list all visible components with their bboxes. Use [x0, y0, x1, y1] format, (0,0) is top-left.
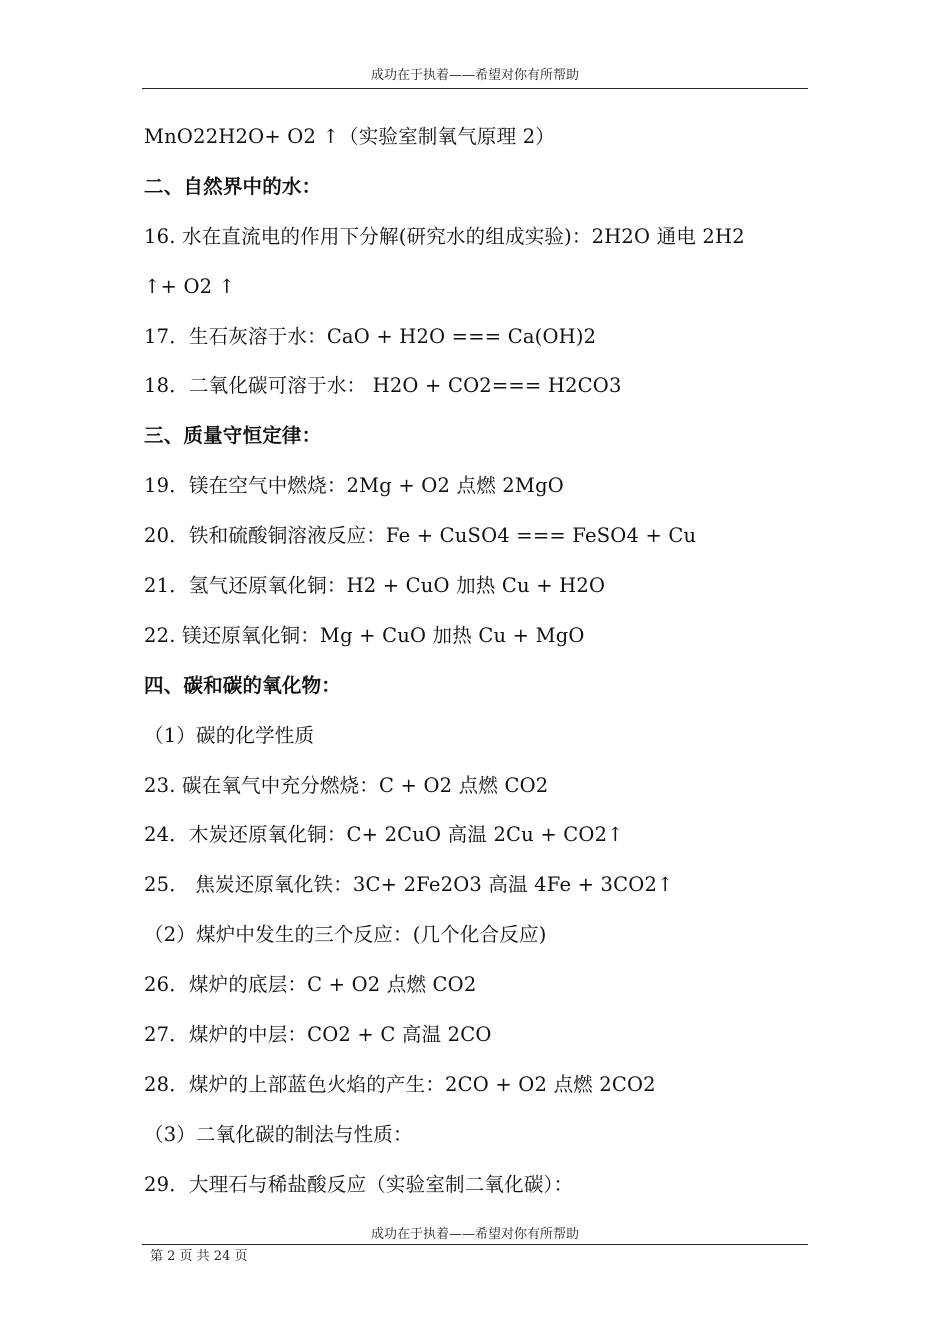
- text-line: 29．大理石与稀盐酸反应（实验室制二氧化碳）：: [144, 1172, 574, 1196]
- text-line: 26．煤炉的底层：C + O2 点燃 CO2: [144, 973, 477, 997]
- subsection-heading: （3）二氧化碳的制法与性质：: [144, 1122, 413, 1146]
- text-line: 24．木炭还原氧化铜：C+ 2CuO 高温 2Cu + CO2↑: [144, 823, 624, 847]
- text-line: 27．煤炉的中层：CO2 + C 高温 2CO: [144, 1023, 492, 1047]
- page-header: 成功在于执着——希望对你有所帮助: [142, 66, 808, 89]
- text-line: 16. 水在直流电的作用下分解(研究水的组成实验)：2H2O 通电 2H2: [144, 224, 745, 248]
- text-line: 18．二氧化碳可溶于水： H2O + CO2=== H2CO3: [144, 374, 622, 398]
- section-heading: 四、碳和碳的氧化物：: [144, 673, 342, 697]
- text-line: 28．煤炉的上部蓝色火焰的产生：2CO + O2 点燃 2CO2: [144, 1072, 656, 1096]
- page-number: 第 2 页 共 24 页: [150, 1249, 248, 1264]
- text-line: 21．氢气还原氧化铜：H2 + CuO 加热 Cu + H2O: [144, 574, 606, 598]
- subsection-heading: （2）煤炉中发生的三个反应：(几个化合反应): [144, 923, 547, 947]
- text-line: 20．铁和硫酸铜溶液反应：Fe + CuSO4 === FeSO4 + Cu: [144, 524, 697, 548]
- text-line: 19．镁在空气中燃烧：2Mg + O2 点燃 2MgO: [144, 474, 564, 498]
- text-line: ↑+ O2 ↑: [144, 274, 236, 298]
- section-heading: 三、质量守恒定律：: [144, 424, 322, 448]
- page-footer: 成功在于执着——希望对你有所帮助: [142, 1227, 808, 1245]
- text-line: 25． 焦炭还原氧化铁：3C+ 2Fe2O3 高温 4Fe + 3CO2↑: [144, 873, 674, 897]
- subsection-heading: （1）碳的化学性质: [144, 723, 315, 747]
- text-line: 22. 镁还原氧化铜：Mg + CuO 加热 Cu + MgO: [144, 623, 585, 647]
- section-heading: 二、自然界中的水：: [144, 174, 322, 198]
- document-body: [144, 112, 810, 1210]
- text-line: 23. 碳在氧气中充分燃烧：C + O2 点燃 CO2: [144, 773, 549, 797]
- text-line: 17．生石灰溶于水：CaO + H2O === Ca(OH)2: [144, 324, 597, 348]
- text-line: MnO22H2O+ O2 ↑（实验室制氧气原理 2）: [144, 125, 555, 148]
